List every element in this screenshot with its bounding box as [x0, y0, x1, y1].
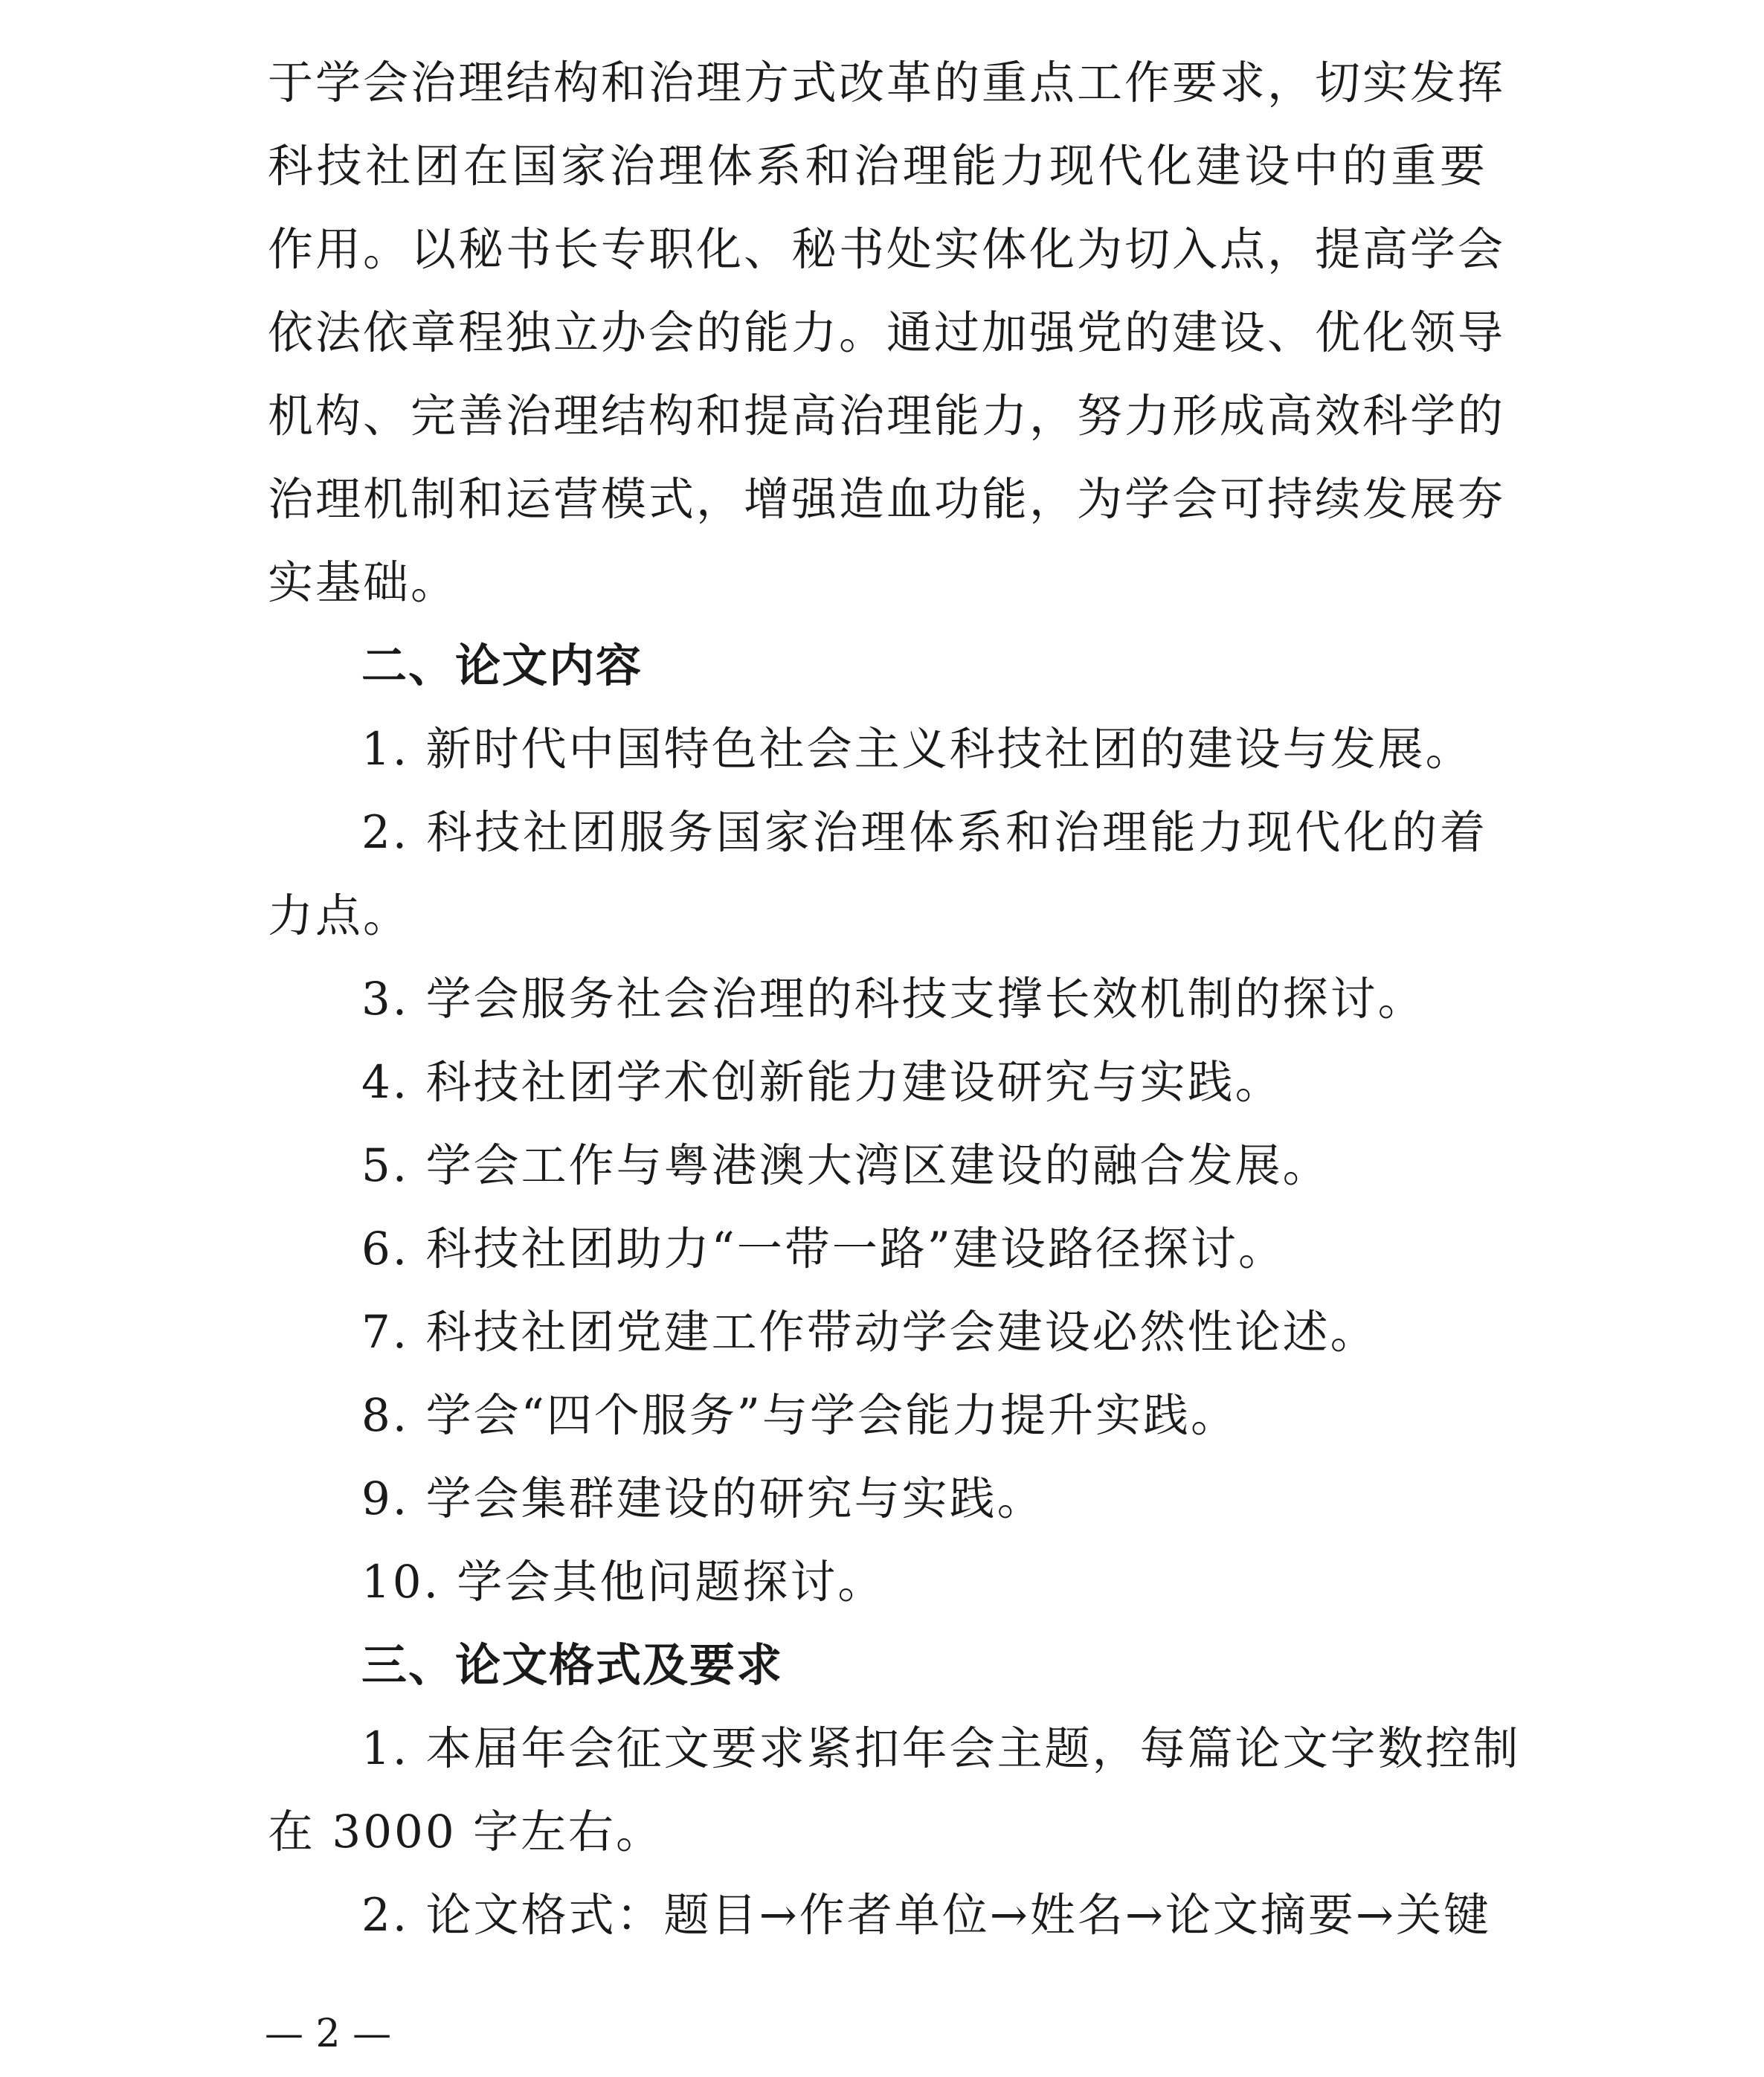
list-item: 1. 新时代中国特色社会主义科技社团的建设与发展。: [361, 723, 1473, 776]
list-item: 7. 科技社团党建工作带动学会建设必然性论述。: [361, 1306, 1378, 1359]
paragraph-intro: [268, 42, 1506, 625]
list-item: 3. 学会服务社会治理的科技支撑长效机制的探讨。: [361, 973, 1426, 1025]
text-line: 于学会治理结构和治理方式改革的重点工作要求，切实发挥: [268, 57, 1506, 109]
list-item: 9. 学会集群建设的研究与实践。: [361, 1472, 1045, 1525]
section-heading-paper-content: 二、论文内容: [361, 640, 643, 692]
text-line: 2. 论文格式：题目→作者单位→姓名→论文摘要→关键: [361, 1889, 1492, 1942]
text-line: 治理机制和运营模式，增强造血功能，为学会可持续发展夯: [268, 473, 1506, 526]
text-line: 机构、完善治理结构和提高治理能力，努力形成高效科学的: [268, 390, 1506, 442]
section-heading-paper-format: 三、论文格式及要求: [361, 1639, 784, 1692]
list-item: 10. 学会其他问题探讨。: [361, 1556, 886, 1609]
list-item: 8. 学会“四个服务”与学会能力提升实践。: [361, 1389, 1238, 1442]
text-line: 在 3000 字左右。: [268, 1806, 664, 1858]
paper-format-requirements: [268, 1707, 1521, 1957]
list-item: 6. 科技社团助力“一带一路”建设路径探讨。: [361, 1223, 1286, 1275]
list-item: 5. 学会工作与粤港澳大湾区建设的融合发展。: [361, 1139, 1330, 1192]
text-line: 依法依章程独立办会的能力。通过加强党的建设、优化领导: [268, 306, 1506, 359]
list-item: 2. 科技社团服务国家治理体系和治理能力现代化的着: [361, 806, 1487, 859]
document-page: [268, 42, 1521, 1957]
page-number: — 2 —: [265, 2012, 392, 2056]
list-item-continuation: 力点。: [268, 889, 411, 942]
text-line: 1. 本届年会征文要求紧扣年会主题，每篇论文字数控制: [361, 1722, 1521, 1775]
text-line: 实基础。: [268, 556, 459, 609]
list-item: 4. 科技社团学术创新能力建设研究与实践。: [361, 1056, 1283, 1109]
text-line: 科技社团在国家治理体系和治理能力现代化建设中的重要: [268, 140, 1487, 193]
paper-topic-list: [268, 708, 1487, 1624]
text-line: 作用。以秘书长专职化、秘书处实体化为切入点，提高学会: [268, 223, 1506, 276]
